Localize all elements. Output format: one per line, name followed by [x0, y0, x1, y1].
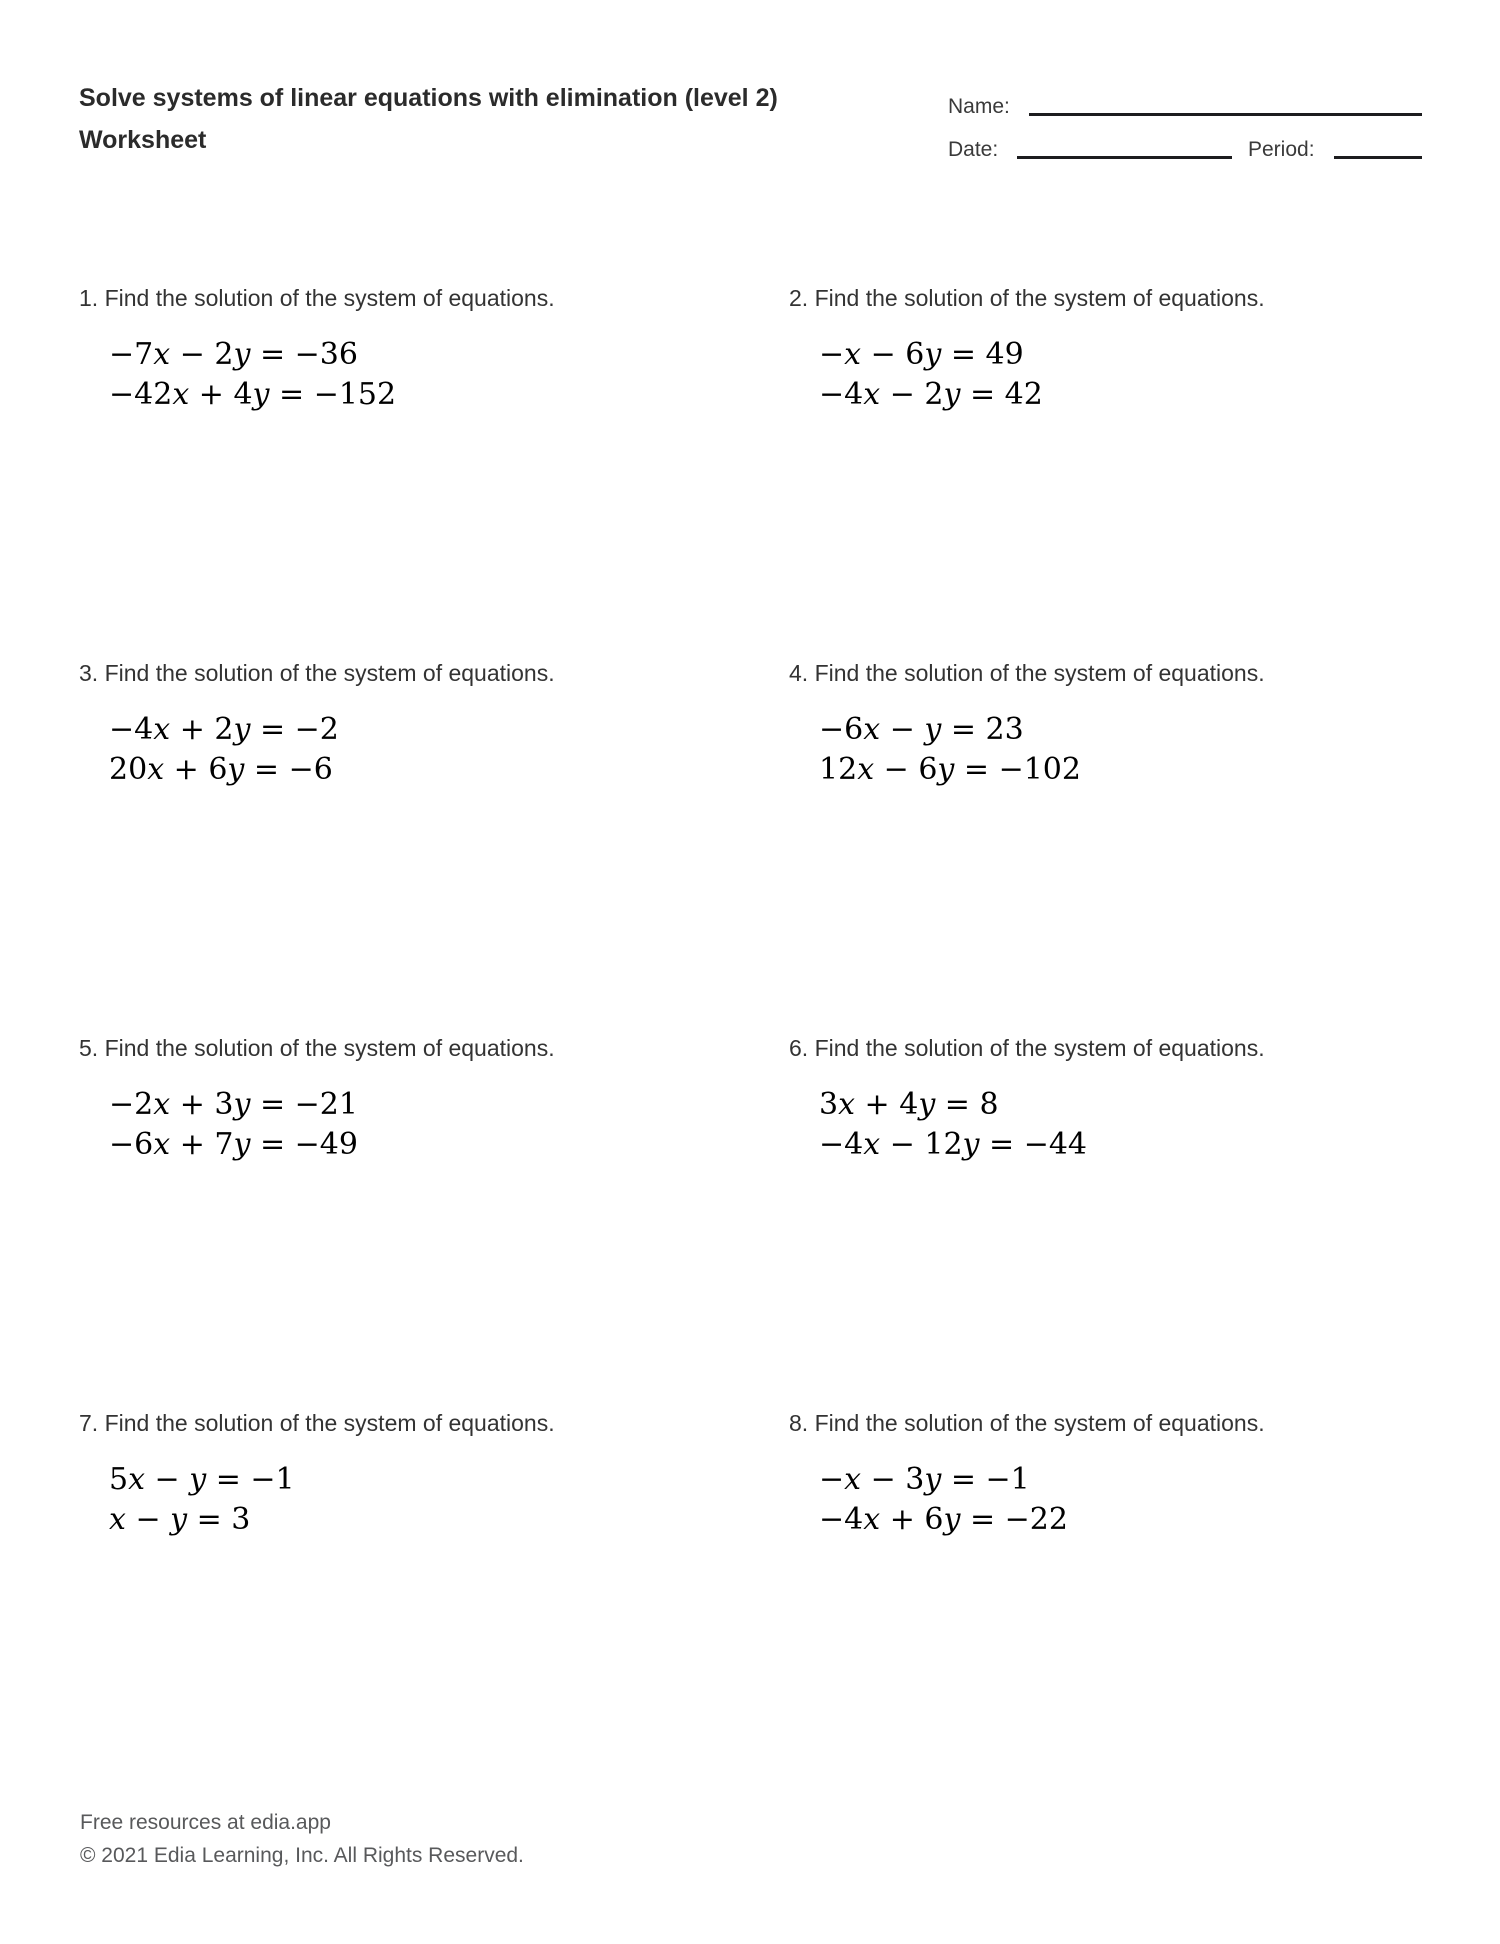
problem-prompt-text: Find the solution of the system of equations.	[104, 285, 555, 311]
equation: −4x + 2y = −2	[109, 712, 339, 747]
problem-number: 2.	[789, 285, 815, 311]
problem-prompt	[79, 1033, 789, 1063]
problem-4	[789, 658, 1422, 1033]
period-blank-line	[1334, 156, 1422, 159]
problem-prompt-text: Find the solution of the system of equations.	[104, 1410, 555, 1436]
equation: −2x + 3y = −21	[109, 1087, 358, 1122]
problem-prompt	[789, 1033, 1422, 1063]
footer	[80, 1806, 524, 1872]
page-title: Solve systems of linear equations with elimination (level 2)	[79, 84, 778, 112]
problem-number: 1.	[79, 285, 105, 311]
problem-2	[789, 283, 1422, 658]
equation-group	[819, 335, 1422, 415]
equation: −x − 3y = −1	[819, 1462, 1030, 1497]
problem-prompt	[79, 283, 789, 313]
equation: −4x − 2y = 42	[819, 377, 1043, 412]
equation: −x − 6y = 49	[819, 337, 1024, 372]
footer-copyright: © 2021 Edia Learning, Inc. All Rights Reserved.	[80, 1844, 524, 1867]
problem-number: 3.	[79, 660, 105, 686]
problem-6	[789, 1033, 1422, 1408]
date-label: Date:	[948, 138, 999, 161]
problem-prompt	[789, 283, 1422, 313]
name-label: Name:	[948, 95, 1010, 118]
equation: −4x − 12y = −44	[819, 1127, 1088, 1162]
problem-3	[79, 658, 789, 1033]
equation-group	[109, 1085, 789, 1165]
problem-1	[79, 283, 789, 658]
equation: 12x − 6y = −102	[819, 752, 1081, 787]
equation: −6x − y = 23	[819, 712, 1024, 747]
problem-number: 8.	[789, 1410, 815, 1436]
footer-resources: Free resources at edia.app	[80, 1811, 331, 1834]
equation-group	[819, 710, 1422, 790]
problem-number: 4.	[789, 660, 815, 686]
equation-group	[109, 710, 789, 790]
problem-prompt	[789, 1408, 1422, 1438]
equation-group	[109, 1460, 789, 1540]
equation: x − y = 3	[109, 1502, 251, 1537]
equation-group	[819, 1085, 1422, 1165]
equation-group	[109, 335, 789, 415]
date-blank-line	[1017, 156, 1232, 159]
problem-prompt-text: Find the solution of the system of equations.	[104, 1035, 555, 1061]
problem-number: 5.	[79, 1035, 105, 1061]
problem-prompt	[79, 658, 789, 688]
equation: 3x + 4y = 8	[819, 1087, 999, 1122]
equation: −6x + 7y = −49	[109, 1127, 358, 1162]
problem-prompt	[789, 658, 1422, 688]
problem-prompt-text: Find the solution of the system of equations.	[814, 285, 1265, 311]
equation: −7x − 2y = −36	[109, 337, 358, 372]
problem-prompt-text: Find the solution of the system of equations.	[814, 1410, 1265, 1436]
problems-grid	[79, 283, 1422, 1783]
equation: 5x − y = −1	[109, 1462, 295, 1497]
problem-prompt-text: Find the solution of the system of equations.	[814, 660, 1265, 686]
period-label: Period:	[1248, 138, 1315, 161]
equation-group	[819, 1460, 1422, 1540]
equation: 20x + 6y = −6	[109, 752, 333, 787]
problem-5	[79, 1033, 789, 1408]
problem-number: 7.	[79, 1410, 105, 1436]
problem-8	[789, 1408, 1422, 1783]
equation: −4x + 6y = −22	[819, 1502, 1068, 1537]
page-subtitle: Worksheet	[79, 126, 207, 154]
problem-number: 6.	[789, 1035, 815, 1061]
problem-prompt	[79, 1408, 789, 1438]
problem-7	[79, 1408, 789, 1783]
equation: −42x + 4y = −152	[109, 377, 397, 412]
name-blank-line	[1029, 113, 1422, 116]
problem-prompt-text: Find the solution of the system of equations.	[104, 660, 555, 686]
problem-prompt-text: Find the solution of the system of equations.	[814, 1035, 1265, 1061]
